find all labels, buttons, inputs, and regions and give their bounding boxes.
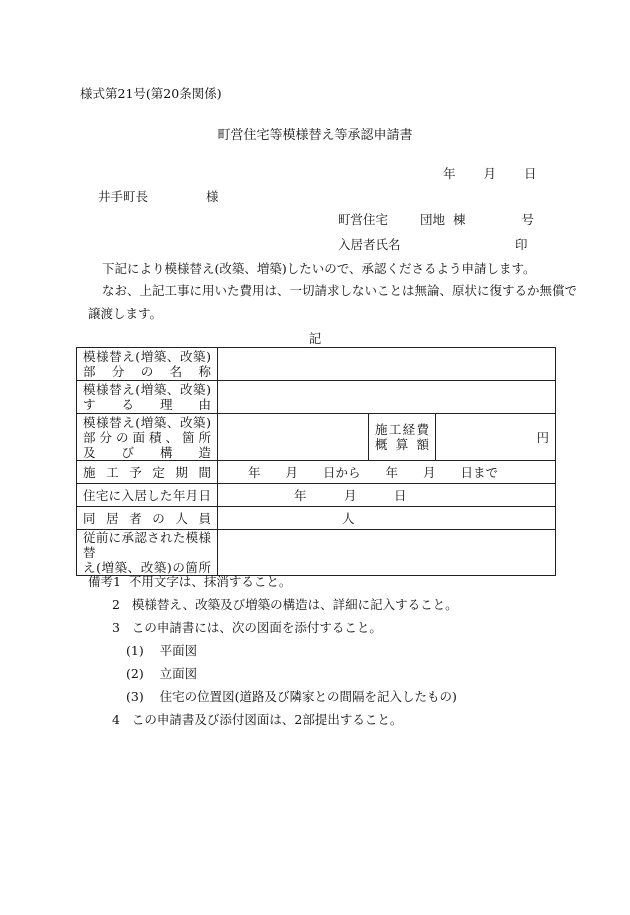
value-prior-approvals[interactable]	[218, 530, 556, 576]
unit-label: 号	[521, 212, 535, 227]
label-prior-approvals: 従前に承認された模様替 え(増築、改築)の箇所	[77, 530, 218, 576]
table-row-modification-reason	[77, 381, 556, 414]
application-table	[76, 347, 556, 576]
table-row-prior-approvals	[77, 530, 556, 576]
value-cost-estimate[interactable]	[436, 414, 556, 461]
table-row-household-count	[77, 507, 556, 530]
label-area-structure: 模様替え(増築、改築) 部分の面積、箇所 及 び 構 造	[77, 414, 218, 461]
condition-paragraph-line2: 譲渡します。	[88, 306, 163, 321]
value-modification-reason[interactable]	[218, 381, 556, 414]
table-row-modification-name	[77, 348, 556, 381]
seal-mark: 印	[515, 237, 528, 252]
note-3: 3 この申請書には、次の図面を添付すること。	[112, 620, 382, 635]
label-cost-estimate: 施工経費 概 算 額	[369, 414, 436, 461]
value-construction-period[interactable]: 年 月 日から 年 月 日まで	[218, 461, 556, 484]
condition-paragraph-line1: なお、上記工事に用いた費用は、一切請求しないことは無論、原状に復するか無償で	[102, 283, 578, 298]
form-number: 様式第21号(第20条関係)	[80, 86, 222, 101]
value-household-count[interactable]: 人	[218, 507, 556, 530]
note-3-2: (2) 立面図	[126, 666, 198, 681]
document-title: 町営住宅等模様替え等承認申請書	[217, 128, 413, 143]
value-modification-name[interactable]	[218, 348, 556, 381]
value-area-structure[interactable]	[218, 414, 369, 461]
complex-label: 団地	[420, 212, 446, 227]
label-modification-reason: 模様替え(増築、改築) す る 理 由	[77, 381, 218, 414]
note-1: 備考1 不用文字は、抹消すること。	[88, 574, 292, 589]
date-year: 年	[443, 166, 456, 181]
value-move-in-date[interactable]: 年 月 日	[218, 484, 556, 507]
addressee-honorific: 様	[206, 189, 219, 204]
label-construction-period: 施 工 予 定 期 間	[77, 461, 218, 484]
housing-line	[338, 210, 534, 228]
date-month: 月	[483, 166, 497, 181]
ki-heading: 記	[308, 331, 322, 346]
addressee	[98, 187, 219, 205]
addressee-name: 井手町長	[98, 189, 149, 204]
label-household-count: 同 居 者 の 人 員	[77, 507, 218, 530]
request-paragraph: 下記により模様替え(改築、増築)したいので、承認くださるよう申請します。	[102, 261, 536, 276]
table-row-area-structure	[77, 414, 556, 461]
note-3-1: (1) 平面図	[126, 643, 198, 658]
housing-label: 町営住宅	[338, 212, 389, 227]
note-2: 2 模様替え、改築及び増築の構造は、詳細に記入すること。	[112, 597, 458, 612]
table-row-move-in-date	[77, 484, 556, 507]
note-4: 4 この申請書及び添付図面は、2部提出すること。	[112, 712, 403, 727]
note-3-3: (3) 住宅の位置図(道路及び隣家との間隔を記入したもの)	[126, 689, 457, 704]
label-modification-name: 模様替え(増築、改築) 部 分 の 名 称	[77, 348, 218, 381]
building-label: 棟	[453, 212, 466, 227]
table-row-construction-period	[77, 461, 556, 484]
yen-unit: 円	[536, 430, 549, 445]
date-day: 日	[524, 166, 537, 181]
resident-name-label: 入居者氏名	[338, 237, 401, 252]
label-move-in-date: 住宅に入居した年月日	[77, 484, 218, 507]
date-line	[443, 164, 537, 182]
